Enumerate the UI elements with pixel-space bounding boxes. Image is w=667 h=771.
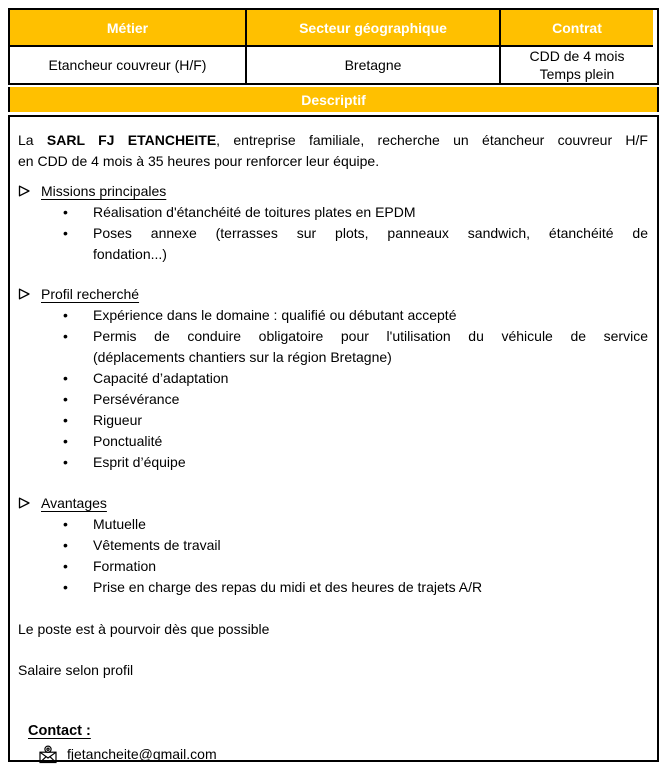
- column-header-contrat: Contrat: [501, 10, 653, 45]
- list-item: [18, 305, 648, 326]
- list-item-text: [93, 305, 648, 326]
- list-item: [18, 368, 648, 389]
- list-item: [18, 431, 648, 452]
- bullet-list: [18, 514, 648, 598]
- list-item: [18, 535, 648, 556]
- availability-note: Le poste est à pourvoir dès que possible: [18, 621, 270, 637]
- job-posting-document: [8, 8, 659, 762]
- list-item-line: Permis de conduire obligatoire pour l'utilisation du véhicule de service: [93, 328, 648, 344]
- list-item-text: [93, 452, 648, 473]
- list-item-line: Capacité d’adaptation: [93, 370, 229, 386]
- dot-bullet-icon: •: [63, 370, 68, 386]
- contrat-value: [501, 45, 653, 83]
- list-item-line: (déplacements chantiers sur la région Bretagne): [93, 349, 392, 365]
- envelope-with-seal-icon: [38, 745, 58, 764]
- list-item-text: [93, 368, 648, 389]
- description-body: [8, 115, 659, 762]
- contact-email: fjetancheite@gmail.com: [67, 746, 217, 762]
- column-header-metier: Métier: [10, 10, 247, 45]
- dot-bullet-icon: •: [63, 204, 68, 220]
- section-heading-row: [18, 284, 648, 305]
- list-item: [18, 223, 648, 265]
- intro-text-pre: La: [18, 132, 47, 148]
- list-item-line: Ponctualité: [93, 433, 163, 449]
- dot-bullet-icon: •: [63, 225, 68, 241]
- dot-bullet-icon: •: [63, 558, 68, 574]
- dot-bullet-icon: •: [63, 537, 68, 553]
- dot-bullet-icon: •: [63, 433, 68, 449]
- company-name: SARL FJ ETANCHEITE: [46, 132, 217, 148]
- arrow-bullet-icon: [18, 182, 41, 203]
- list-item-line: Rigueur: [93, 412, 143, 428]
- arrow-bullet-icon: [18, 285, 41, 306]
- list-item: [18, 202, 648, 223]
- section-title: Avantages: [41, 495, 107, 511]
- bullet-list: [18, 305, 648, 473]
- metier-value: Etancheur couvreur (H/F): [10, 45, 247, 83]
- list-item-text: [93, 326, 648, 368]
- list-item: [18, 389, 648, 410]
- list-item-text: [93, 535, 648, 556]
- section-title: Profil recherché: [41, 286, 140, 302]
- list-item-line: Formation: [93, 558, 157, 574]
- dot-bullet-icon: •: [63, 454, 68, 470]
- list-item-text: [93, 389, 648, 410]
- descriptif-header: [8, 87, 659, 112]
- dot-bullet-icon: •: [63, 391, 68, 407]
- list-item-text: [93, 514, 648, 535]
- list-item-line: Prise en charge des repas du midi et des heures de trajets A/R: [93, 579, 483, 595]
- table-data-row: [10, 45, 657, 83]
- list-item: [18, 410, 648, 431]
- section-heading-row: [18, 181, 648, 202]
- list-item-line: Vêtements de travail: [93, 537, 221, 553]
- dot-bullet-icon: •: [63, 307, 68, 323]
- list-item-line: Réalisation d'étanchéité de toitures plates en EPDM: [93, 204, 416, 220]
- descriptif-label: Descriptif: [301, 91, 366, 108]
- list-item-text: [93, 431, 648, 452]
- list-item-text: [93, 202, 648, 223]
- dot-bullet-icon: •: [63, 579, 68, 595]
- list-item-line: Expérience dans le domaine : qualifié ou débutant accepté: [93, 307, 457, 323]
- intro-paragraph: [18, 130, 648, 172]
- list-item-text: [93, 223, 648, 265]
- table-header-row: [10, 10, 657, 45]
- section-heading-row: [18, 493, 648, 514]
- dot-bullet-icon: •: [63, 412, 68, 428]
- bullet-list: [18, 202, 648, 265]
- list-item: [18, 452, 648, 473]
- list-item: [18, 556, 648, 577]
- section-profil-recherch-: [18, 284, 648, 473]
- contact-email-row: [38, 744, 648, 765]
- dot-bullet-icon: •: [63, 328, 68, 344]
- list-item-line: Poses annexe (terrasses sur plots, panneaux sandwich, étanchéité de: [93, 225, 648, 241]
- section-title: Missions principales: [41, 183, 167, 199]
- contrat-line-2: Temps plein: [539, 66, 615, 82]
- salary-note: Salaire selon profil: [18, 662, 134, 678]
- list-item-line: Mutuelle: [93, 516, 146, 532]
- list-item: [18, 514, 648, 535]
- job-info-table: [8, 8, 659, 85]
- section-avantages: [18, 493, 648, 598]
- contrat-line-1: CDD de 4 mois: [529, 48, 625, 64]
- list-item-text: [93, 556, 648, 577]
- list-item-text: [93, 410, 648, 431]
- intro-text-post: , entreprise familiale, recherche un étancheur couvreur H/F: [216, 132, 648, 148]
- list-item: [18, 326, 648, 368]
- column-header-secteur: Secteur géographique: [247, 10, 501, 45]
- sections-container: [18, 181, 648, 598]
- section-missions-principales: [18, 181, 648, 265]
- list-item-line: Persévérance: [93, 391, 180, 407]
- intro-line-1: [18, 130, 648, 151]
- intro-line-2: en CDD de 4 mois à 35 heures pour renforcer leur équipe.: [18, 153, 380, 169]
- list-item-line: Esprit d’équipe: [93, 454, 186, 470]
- list-item-line: fondation...): [93, 246, 167, 262]
- arrow-bullet-icon: [18, 494, 41, 515]
- dot-bullet-icon: •: [63, 516, 68, 532]
- list-item-text: [93, 577, 648, 598]
- list-item: [18, 577, 648, 598]
- secteur-value: Bretagne: [247, 45, 501, 83]
- contact-heading: Contact :: [28, 723, 91, 739]
